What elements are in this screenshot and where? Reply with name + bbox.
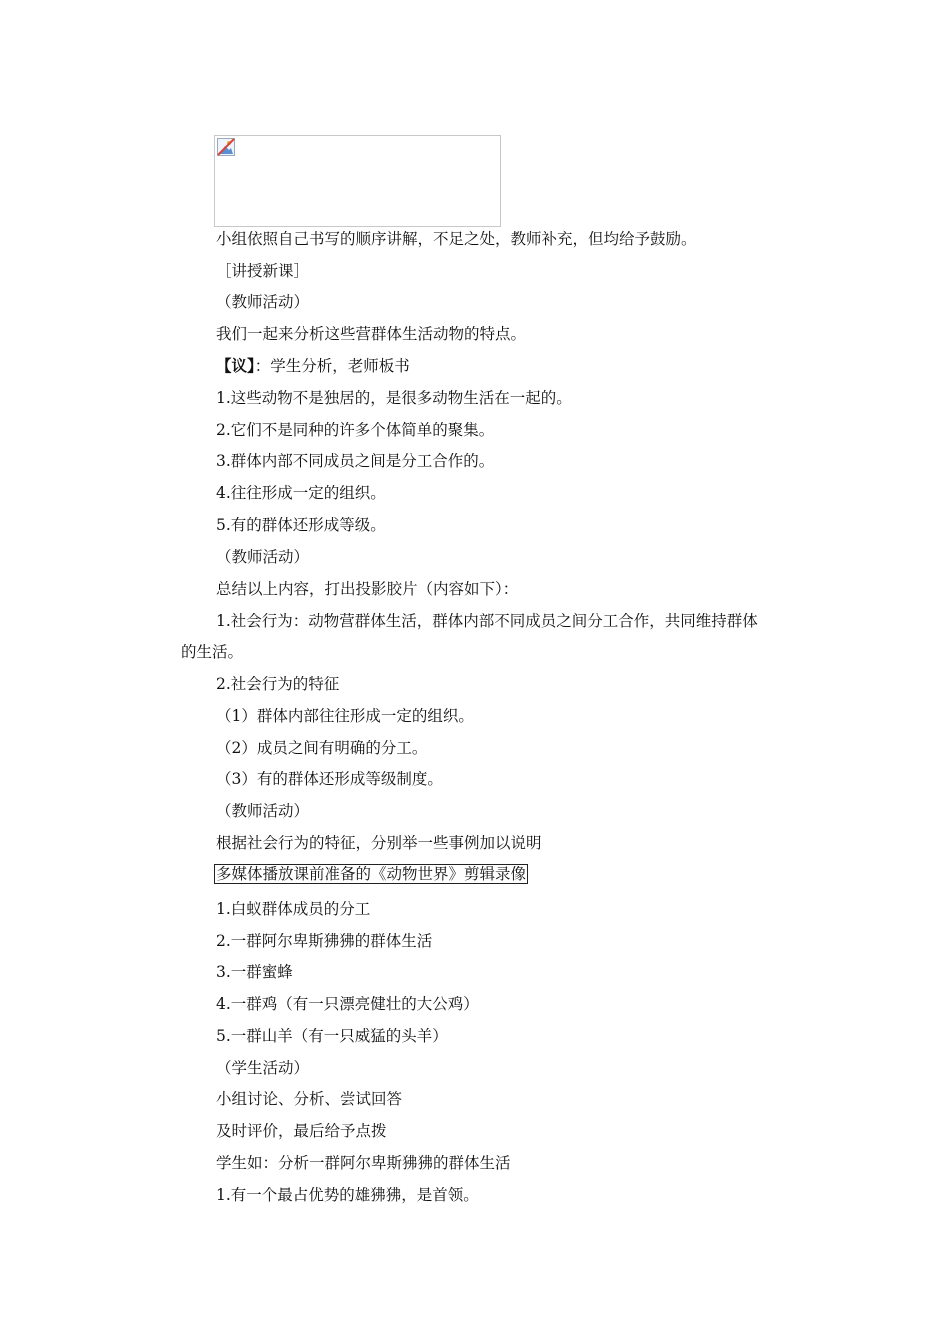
text-line: 根据社会行为的特征，分别举一些事例加以说明 bbox=[216, 834, 542, 852]
list-item: 2.社会行为的特征 bbox=[216, 675, 340, 693]
text-line: 我们一起来分析这些营群体生活动物的特点。 bbox=[216, 325, 527, 343]
list-item: （1）群体内部往往形成一定的组织。 bbox=[216, 707, 474, 725]
activity-label: （学生活动） bbox=[216, 1059, 310, 1077]
boxed-text-line bbox=[214, 864, 528, 884]
image-placeholder bbox=[214, 135, 501, 227]
list-item: 1.社会行为：动物营群体生活，群体内部不同成员之间分工合作，共同维持群体 bbox=[216, 612, 758, 630]
list-item: 1.白蚁群体成员的分工 bbox=[216, 900, 371, 918]
broken-image-icon bbox=[217, 138, 235, 156]
list-item: 5.有的群体还形成等级。 bbox=[216, 516, 386, 534]
list-item: 4.往往形成一定的组织。 bbox=[216, 484, 386, 502]
list-item: 2.一群阿尔卑斯狒狒的群体生活 bbox=[216, 932, 433, 950]
list-item: 2.它们不是同种的许多个体简单的聚集。 bbox=[216, 421, 495, 439]
text-line: 学生如：分析一群阿尔卑斯狒狒的群体生活 bbox=[216, 1154, 511, 1172]
text-line: 总结以上内容，打出投影胶片（内容如下）： bbox=[216, 580, 519, 598]
list-item: 1.有一个最占优势的雄狒狒，是首领。 bbox=[216, 1186, 479, 1204]
section-heading: ［讲授新课］ bbox=[216, 262, 310, 280]
activity-label: （教师活动） bbox=[216, 548, 310, 566]
list-item: （3）有的群体还形成等级制度。 bbox=[216, 770, 443, 788]
activity-label: （教师活动） bbox=[216, 293, 310, 311]
discuss-label: 【议】 bbox=[216, 356, 255, 375]
discuss-text: ：学生分析，老师板书 bbox=[254, 357, 410, 375]
activity-label: （教师活动） bbox=[216, 802, 310, 820]
text-line: 小组讨论、分析、尝试回答 bbox=[216, 1090, 403, 1108]
list-item: 3.群体内部不同成员之间是分工合作的。 bbox=[216, 452, 495, 470]
multimedia-box: 多媒体播放课前准备的《动物世界》剪辑录像 bbox=[216, 865, 527, 883]
list-item: 1.这些动物不是独居的，是很多动物生活在一起的。 bbox=[216, 389, 572, 407]
list-item: 3.一群蜜蜂 bbox=[216, 963, 293, 981]
list-item: 4.一群鸡（有一只漂亮健壮的大公鸡） bbox=[216, 995, 479, 1013]
text-line bbox=[216, 356, 410, 376]
text-line: 小组依照自己书写的顺序讲解，不足之处，教师补充，但均给予鼓励。 bbox=[216, 230, 697, 248]
text-line-continuation: 的生活。 bbox=[181, 643, 244, 661]
text-line: 及时评价，最后给予点拨 bbox=[216, 1122, 387, 1140]
list-item: （2）成员之间有明确的分工。 bbox=[216, 739, 428, 757]
list-item: 5.一群山羊（有一只威猛的头羊） bbox=[216, 1027, 448, 1045]
